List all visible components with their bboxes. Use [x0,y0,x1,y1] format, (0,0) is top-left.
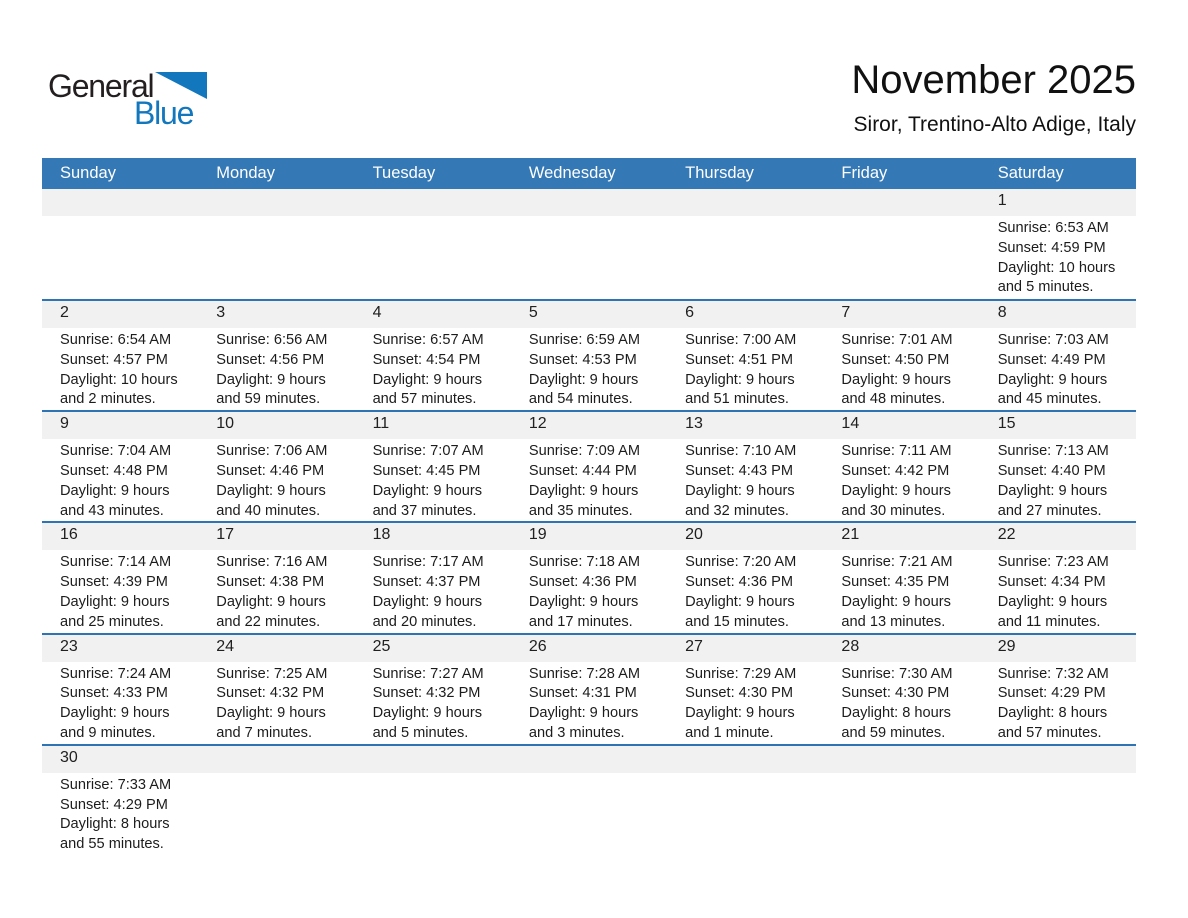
header-titles [851,58,1136,137]
week-row [42,189,1136,299]
logo-text-general: General [48,68,154,104]
day-detail-strip [42,550,1136,632]
daylight-text: Daylight: 9 hours and 20 minutes. [372,593,483,630]
day-cell [823,216,979,298]
day-number: 19 [528,526,547,544]
sunrise-text: Sunrise: 7:20 AM [685,554,797,571]
day-cell [198,773,354,855]
day-cell [667,662,823,744]
daylight-text: Daylight: 8 hours and 59 minutes. [841,705,951,741]
sunrise-text: Sunrise: 6:57 AM [372,332,484,348]
sunset-text: Sunset: 4:29 PM [997,685,1106,702]
daylight-text: Daylight: 10 hours and 2 minutes. [60,371,178,408]
day-number: 26 [528,637,547,655]
day-detail-strip [42,328,1136,410]
day-detail-strip [42,662,1136,744]
day-number-strip [42,523,1136,550]
sunset-text: Sunset: 4:39 PM [60,574,168,591]
day-cell [198,328,354,410]
daylight-text: Daylight: 9 hours and 22 minutes. [216,593,326,630]
week-row [42,410,1136,521]
weekday-header-saturday: Saturday [997,164,1064,182]
sunset-text: Sunset: 4:40 PM [997,462,1106,479]
sunset-text: Sunset: 4:53 PM [528,351,637,368]
day-cell [198,662,354,744]
day-number: 12 [528,415,547,433]
week-row [42,633,1136,744]
sunrise-text: Sunrise: 7:18 AM [528,554,640,571]
day-number: 7 [841,304,851,321]
week-row [42,521,1136,632]
sunrise-text: Sunrise: 7:06 AM [216,443,328,460]
daylight-text: Daylight: 9 hours and 11 minutes. [997,593,1108,630]
day-number: 9 [60,415,69,433]
day-detail-strip [42,439,1136,521]
sunset-text: Sunset: 4:59 PM [997,239,1106,256]
day-cell [511,439,667,521]
weekday-header-thursday: Thursday [685,164,754,182]
page-title: November 2025 [851,58,1136,102]
day-number: 1 [997,192,1007,209]
sunrise-text: Sunrise: 7:29 AM [685,665,797,682]
day-cell [980,662,1136,744]
sunrise-text: Sunrise: 7:28 AM [528,665,640,682]
day-cell [980,216,1136,298]
sunset-text: Sunset: 4:35 PM [841,574,950,591]
day-cell [42,216,198,298]
day-cell [667,773,823,855]
day-cell [42,773,198,855]
day-cell [511,216,667,298]
day-cell [355,773,511,855]
day-number: 8 [997,304,1007,321]
daylight-text: Daylight: 9 hours and 9 minutes. [60,705,170,741]
daylight-text: Daylight: 9 hours and 17 minutes. [528,593,639,630]
day-number: 10 [216,415,235,433]
sunset-text: Sunset: 4:31 PM [528,685,637,702]
day-number: 4 [372,304,382,321]
day-number: 20 [685,526,703,544]
day-number: 24 [216,637,235,655]
sunrise-text: Sunrise: 7:17 AM [372,554,484,571]
day-number [355,746,511,773]
day-number: 29 [997,637,1016,655]
week-row [42,299,1136,410]
sunset-text: Sunset: 4:36 PM [685,574,794,591]
sunset-text: Sunset: 4:38 PM [216,574,325,591]
day-cell [823,550,979,632]
page-subtitle: Siror, Trentino-Alto Adige, Italy [853,113,1136,136]
sunrise-text: Sunrise: 7:30 AM [841,665,953,682]
daylight-text: Daylight: 8 hours and 55 minutes. [60,816,170,853]
sunset-text: Sunset: 4:36 PM [528,574,637,591]
daylight-text: Daylight: 10 hours and 5 minutes. [997,259,1116,296]
day-number-strip [42,301,1136,328]
daylight-text: Daylight: 8 hours and 57 minutes. [997,705,1108,741]
daylight-text: Daylight: 9 hours and 35 minutes. [528,482,639,519]
day-cell [42,550,198,632]
sunset-text: Sunset: 4:42 PM [841,462,950,479]
sunset-text: Sunset: 4:49 PM [997,351,1106,368]
day-cell [198,439,354,521]
day-cell [980,439,1136,521]
day-number: 17 [216,526,235,544]
daylight-text: Daylight: 9 hours and 45 minutes. [997,371,1108,408]
week-row [42,744,1136,855]
day-number [42,189,198,216]
day-number [355,189,511,216]
daylight-text: Daylight: 9 hours and 30 minutes. [841,482,951,519]
sunset-text: Sunset: 4:43 PM [685,462,794,479]
day-number-strip [42,746,1136,773]
sunrise-text: Sunrise: 7:27 AM [372,665,484,682]
daylight-text: Daylight: 9 hours and 40 minutes. [216,482,326,519]
daylight-text: Daylight: 9 hours and 13 minutes. [841,593,951,630]
day-number [667,189,823,216]
sunset-text: Sunset: 4:46 PM [216,462,325,479]
sunrise-text: Sunrise: 7:16 AM [216,554,328,571]
sunrise-text: Sunrise: 7:11 AM [841,443,952,460]
day-number-strip [42,412,1136,439]
sunset-text: Sunset: 4:29 PM [60,796,168,813]
sunset-text: Sunset: 4:54 PM [372,351,481,368]
day-cell [980,328,1136,410]
sunrise-text: Sunrise: 6:56 AM [216,332,328,348]
logo-text-blue: Blue [134,95,194,131]
sunrise-text: Sunrise: 7:25 AM [216,665,328,682]
day-cell [823,773,979,855]
day-number: 27 [685,637,703,655]
day-cell [511,773,667,855]
sunrise-text: Sunrise: 7:04 AM [60,443,172,460]
sunrise-text: Sunrise: 7:00 AM [685,332,797,348]
day-cell [355,439,511,521]
weekday-header-row [42,158,1136,189]
day-cell [980,773,1136,855]
weekday-header-tuesday: Tuesday [372,164,436,182]
day-cell [823,662,979,744]
sunset-text: Sunset: 4:30 PM [685,685,794,702]
sunrise-text: Sunrise: 7:03 AM [997,332,1109,348]
sunset-text: Sunset: 4:30 PM [841,685,950,702]
day-number [823,189,979,216]
day-cell [511,662,667,744]
day-number: 16 [60,526,78,544]
day-number: 23 [60,637,78,655]
sunrise-text: Sunrise: 7:10 AM [685,443,797,460]
daylight-text: Daylight: 9 hours and 5 minutes. [372,705,483,741]
sunrise-text: Sunrise: 7:13 AM [997,443,1109,460]
day-number: 18 [372,526,391,544]
weekday-header-wednesday: Wednesday [528,164,616,182]
sunset-text: Sunset: 4:57 PM [60,351,168,368]
sunrise-text: Sunrise: 7:01 AM [841,332,953,348]
sunset-text: Sunset: 4:51 PM [685,351,794,368]
day-cell [355,550,511,632]
day-number: 14 [841,415,860,433]
day-cell [511,550,667,632]
general-blue-logo [48,70,207,129]
sunrise-text: Sunrise: 7:33 AM [60,776,172,793]
sunset-text: Sunset: 4:32 PM [372,685,481,702]
daylight-text: Daylight: 9 hours and 32 minutes. [685,482,795,519]
daylight-text: Daylight: 9 hours and 48 minutes. [841,371,951,408]
sunrise-text: Sunrise: 6:59 AM [528,332,640,348]
daylight-text: Daylight: 9 hours and 54 minutes. [528,371,639,408]
day-number [980,746,1136,773]
daylight-text: Daylight: 9 hours and 7 minutes. [216,705,326,741]
day-number: 13 [685,415,703,433]
sunrise-text: Sunrise: 7:24 AM [60,665,172,682]
day-cell [198,216,354,298]
daylight-text: Daylight: 9 hours and 51 minutes. [685,371,795,408]
day-cell [980,550,1136,632]
day-number: 15 [997,415,1016,433]
day-number: 3 [216,304,226,321]
sunset-text: Sunset: 4:37 PM [372,574,481,591]
day-cell [823,439,979,521]
day-cell [823,328,979,410]
sunset-text: Sunset: 4:32 PM [216,685,325,702]
day-number: 6 [685,304,695,321]
day-cell [511,328,667,410]
day-cell [667,439,823,521]
sunrise-text: Sunrise: 7:09 AM [528,443,640,460]
day-cell [667,216,823,298]
day-number [667,746,823,773]
daylight-text: Daylight: 9 hours and 1 minute. [685,705,795,741]
day-number: 2 [60,304,69,321]
day-cell [42,328,198,410]
day-number [823,746,979,773]
sunset-text: Sunset: 4:45 PM [372,462,481,479]
day-number: 5 [528,304,538,321]
day-number [511,189,667,216]
week-rows [42,189,1136,855]
day-number: 28 [841,637,860,655]
sunrise-text: Sunrise: 7:14 AM [60,554,172,571]
sunset-text: Sunset: 4:56 PM [216,351,325,368]
sunrise-text: Sunrise: 7:07 AM [372,443,484,460]
day-number: 25 [372,637,391,655]
day-detail-strip [42,216,1136,298]
daylight-text: Daylight: 9 hours and 25 minutes. [60,593,170,630]
daylight-text: Daylight: 9 hours and 59 minutes. [216,371,326,408]
day-number-strip [42,189,1136,216]
sunrise-text: Sunrise: 6:53 AM [997,220,1109,236]
weekday-header-sunday: Sunday [60,164,116,182]
day-number [511,746,667,773]
day-number-strip [42,635,1136,662]
daylight-text: Daylight: 9 hours and 37 minutes. [372,482,483,519]
sunrise-text: Sunrise: 7:23 AM [997,554,1109,571]
sunset-text: Sunset: 4:48 PM [60,462,168,479]
sunset-text: Sunset: 4:44 PM [528,462,637,479]
sunset-text: Sunset: 4:34 PM [997,574,1106,591]
sunset-text: Sunset: 4:50 PM [841,351,950,368]
daylight-text: Daylight: 9 hours and 3 minutes. [528,705,639,741]
day-number: 30 [60,748,78,766]
day-number [198,746,354,773]
day-number [198,189,354,216]
weekday-header-friday: Friday [841,164,888,182]
daylight-text: Daylight: 9 hours and 43 minutes. [60,482,170,519]
day-number: 11 [372,415,390,433]
day-number: 22 [997,526,1016,544]
calendar-table [42,158,1136,855]
sunset-text: Sunset: 4:33 PM [60,685,168,702]
day-cell [355,328,511,410]
daylight-text: Daylight: 9 hours and 57 minutes. [372,371,483,408]
daylight-text: Daylight: 9 hours and 27 minutes. [997,482,1108,519]
day-detail-strip [42,773,1136,855]
day-cell [198,550,354,632]
day-cell [667,328,823,410]
weekday-header-monday: Monday [216,164,275,182]
sunrise-text: Sunrise: 7:32 AM [997,665,1109,682]
day-cell [355,662,511,744]
day-cell [42,662,198,744]
day-cell [42,439,198,521]
sunrise-text: Sunrise: 6:54 AM [60,332,172,348]
sunrise-text: Sunrise: 7:21 AM [841,554,953,571]
daylight-text: Daylight: 9 hours and 15 minutes. [685,593,795,630]
day-number: 21 [841,526,860,544]
day-cell [667,550,823,632]
day-cell [355,216,511,298]
